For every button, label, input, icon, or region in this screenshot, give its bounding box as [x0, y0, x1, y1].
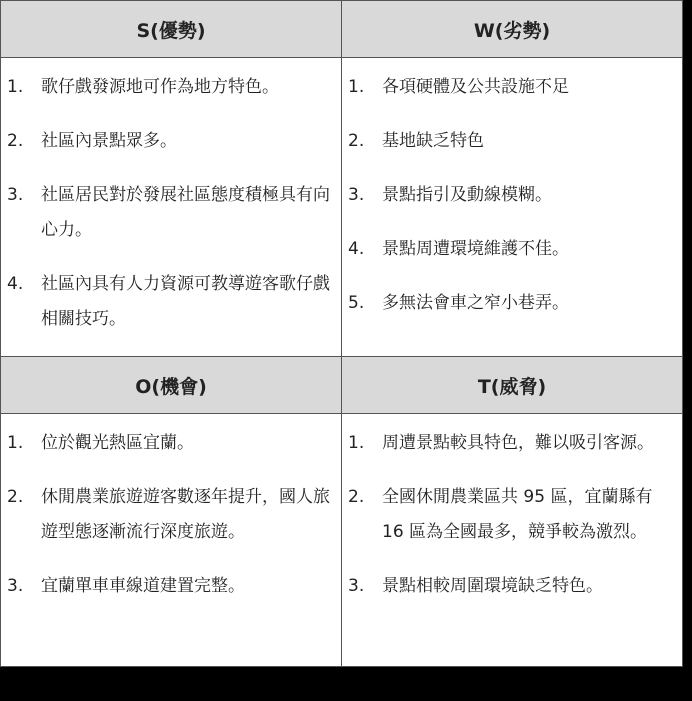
list-item [348, 286, 676, 321]
item-number: 4. [348, 239, 365, 259]
item-number: 3. [348, 185, 365, 205]
list-item [348, 178, 676, 213]
item-text: 周遭景點較具特色，難以吸引客源。 [382, 433, 654, 453]
item-number: 4. [7, 274, 24, 294]
threats-header: T(威脅) [342, 357, 683, 414]
item-number: 3. [7, 576, 24, 596]
item-number: 1. [348, 433, 365, 453]
item-number: 1. [7, 77, 24, 97]
item-number: 3. [7, 185, 24, 205]
threats-cell [342, 414, 683, 667]
threats-list [348, 426, 676, 604]
weaknesses-header: W(劣勢) [342, 1, 683, 58]
item-number: 5. [348, 293, 365, 313]
strengths-header: S(優勢) [1, 1, 342, 58]
list-item [348, 232, 676, 267]
item-number: 2. [348, 131, 365, 151]
item-text: 景點指引及動線模糊。 [382, 185, 552, 205]
strengths-cell [1, 58, 342, 357]
item-text: 景點相較周圍環境缺乏特色。 [382, 576, 603, 596]
item-text: 宜蘭單車車線道建置完整。 [41, 576, 245, 596]
item-text: 景點周遭環境維護不佳。 [382, 239, 569, 259]
item-text: 休閒農業旅遊遊客數逐年提升，國人旅遊型態逐漸流行深度旅遊。 [41, 487, 330, 542]
weaknesses-cell [342, 58, 683, 357]
strengths-list [7, 70, 335, 337]
weaknesses-list [348, 70, 676, 321]
list-item [348, 480, 676, 550]
item-text: 各項硬體及公共設施不足 [382, 77, 569, 97]
item-text: 多無法會車之窄小巷弄。 [382, 293, 569, 313]
item-number: 1. [7, 433, 24, 453]
list-item [7, 569, 335, 604]
item-number: 3. [348, 576, 365, 596]
list-item [7, 124, 335, 159]
list-item [348, 124, 676, 159]
item-number: 2. [7, 131, 24, 151]
list-item [7, 70, 335, 105]
item-number: 2. [348, 487, 365, 507]
list-item [348, 70, 676, 105]
item-text: 全國休閒農業區共 95 區，宜蘭縣有 16 區為全國最多，競爭較為激烈。 [382, 487, 653, 542]
item-text: 歌仔戲發源地可作為地方特色。 [41, 77, 279, 97]
list-item [7, 178, 335, 248]
list-item [348, 426, 676, 461]
item-text: 基地缺乏特色 [382, 131, 484, 151]
list-item [348, 569, 676, 604]
item-number: 2. [7, 487, 24, 507]
item-text: 社區居民對於發展社區態度積極具有向心力。 [41, 185, 330, 240]
item-text: 社區內具有人力資源可教導遊客歌仔戲相關技巧。 [41, 274, 330, 329]
opportunities-header: O(機會) [1, 357, 342, 414]
item-number: 1. [348, 77, 365, 97]
item-text: 位於觀光熱區宜蘭。 [41, 433, 194, 453]
list-item [7, 480, 335, 550]
item-text: 社區內景點眾多。 [41, 131, 177, 151]
list-item [7, 426, 335, 461]
list-item [7, 267, 335, 337]
opportunities-cell [1, 414, 342, 667]
opportunities-list [7, 426, 335, 604]
